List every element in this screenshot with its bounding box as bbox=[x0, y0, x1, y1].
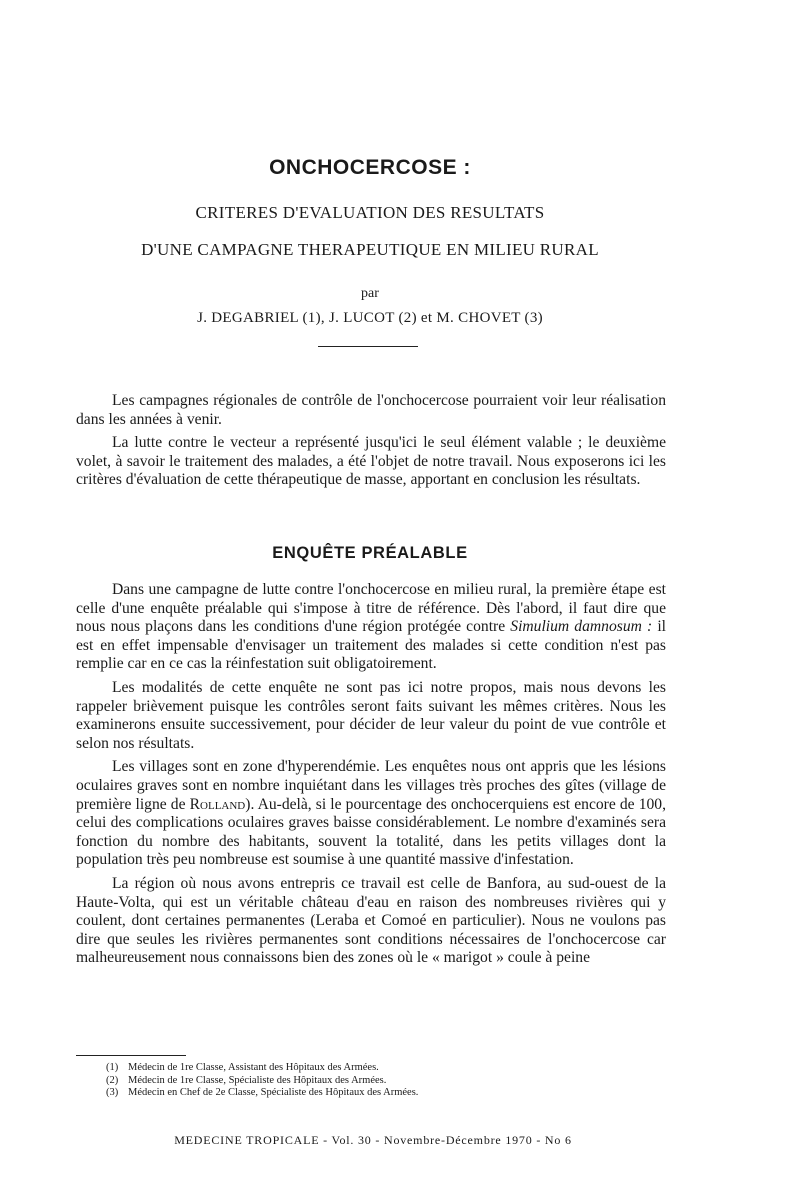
body-paragraph: Les modalités de cette enquête ne sont pas ici notre propos, mais nous devons les rappeler brièvement puisque les contrôles seront faits suivant les mêmes critères. Nous les examinerons ensuite successivement, pour décider de leur valeur du point de vue contrôle et selon nos résultats. bbox=[76, 678, 666, 752]
body-paragraph bbox=[76, 581, 666, 674]
species-name: Simulium damnosum : bbox=[510, 618, 653, 636]
paragraph-text: Dans une campagne de lutte contre l'onchocercose en milieu rural, la première étape est celle d'une enquête préalable qui s'impose à titre de référence. Dès l'abord, il faut dire que nous nous plaçons dans les conditions d'une région protégée contre bbox=[76, 581, 666, 636]
footnote bbox=[108, 1075, 608, 1088]
body-paragraph bbox=[76, 758, 666, 870]
author-list: J. DEGABRIEL (1), J. LUCOT (2) et M. CHOVET (3) bbox=[197, 310, 543, 326]
intro-paragraph: La lutte contre le vecteur a représenté jusqu'ici le seul élément valable ; le deuxième volet, à savoir le traitement des malades, a été l'objet de notre travail. Nous exposerons ici les critères d'évaluation de cette thérapeutique de masse, apportant en conclusion les résultats. bbox=[76, 434, 666, 489]
paragraph-text: ). Au-delà, si le pourcentage des onchocerquiens est encore de 100, celui des complications oculaires graves baisse considérablement. Le nombre d'examinés sera fonction du nombre des habitants, souvent la totalité, dans les petits villages dont la population très peu nombreuse est soumise à une quantité massive d'infestation. bbox=[76, 795, 666, 869]
cited-author: Rolland bbox=[189, 795, 246, 813]
footnote-number: (2) bbox=[106, 1074, 119, 1086]
footnote-separator bbox=[76, 1055, 186, 1056]
introduction bbox=[76, 392, 666, 495]
footnotes bbox=[108, 1062, 608, 1100]
footnote-number: (3) bbox=[106, 1087, 119, 1098]
by-label: par bbox=[361, 286, 379, 301]
section-body bbox=[76, 581, 666, 973]
article-subtitle-line-1: CRITERES D'EVALUATION DES RESULTATS bbox=[195, 203, 545, 222]
section-heading: ENQUÊTE PRÉALABLE bbox=[272, 544, 468, 562]
footnote bbox=[108, 1087, 608, 1100]
body-paragraph: La région où nous avons entrepris ce travail est celle de Banfora, au sud-ouest de la Haute-Volta, qui est un véritable château d'eau en raison des nombreuses rivières qui y coulent, dont certaines permanentes (Leraba et Comoé en particulier). Nous ne voulons pas dire que seules les rivières permanentes sont conditions nécessaires de l'onchocercose car malheureusement nous connaissons bien des zones où le « marigot » coule à peine bbox=[76, 874, 666, 967]
paragraph-text: il est en effet impensable d'envisager un traitement des malades si cette condition n'est pas remplie car en ce cas la réinfestation suit obligatoirement. bbox=[76, 618, 666, 673]
title-separator bbox=[318, 346, 418, 347]
footnote-text: Médecin de 1re Classe, Spécialiste des Hôpitaux des Armées. bbox=[128, 1074, 387, 1086]
footnote-number: (1) bbox=[106, 1062, 119, 1073]
footnote-text: Médecin en Chef de 2e Classe, Spécialiste des Hôpitaux des Armées. bbox=[128, 1087, 419, 1098]
paragraph-text: Les villages sont en zone d'hyperendémie. Les enquêtes nous ont appris que les lésions oculaires graves sont en nombre inquiétant dans les villages très proches des gîtes (village de première ligne de bbox=[76, 758, 666, 813]
intro-paragraph: Les campagnes régionales de contrôle de l'onchocercose pourraient voir leur réalisation dans les années à venir. bbox=[76, 392, 666, 428]
footnote bbox=[108, 1062, 608, 1075]
journal-footer: MEDECINE TROPICALE - Vol. 30 - Novembre-Décembre 1970 - No 6 bbox=[174, 1133, 572, 1147]
article-subtitle-line-2: D'UNE CAMPAGNE THERAPEUTIQUE EN MILIEU RURAL bbox=[141, 240, 599, 259]
footnote-text: Médecin de 1re Classe, Assistant des Hôpitaux des Armées. bbox=[128, 1062, 379, 1073]
article-title: ONCHOCERCOSE : bbox=[269, 156, 471, 179]
